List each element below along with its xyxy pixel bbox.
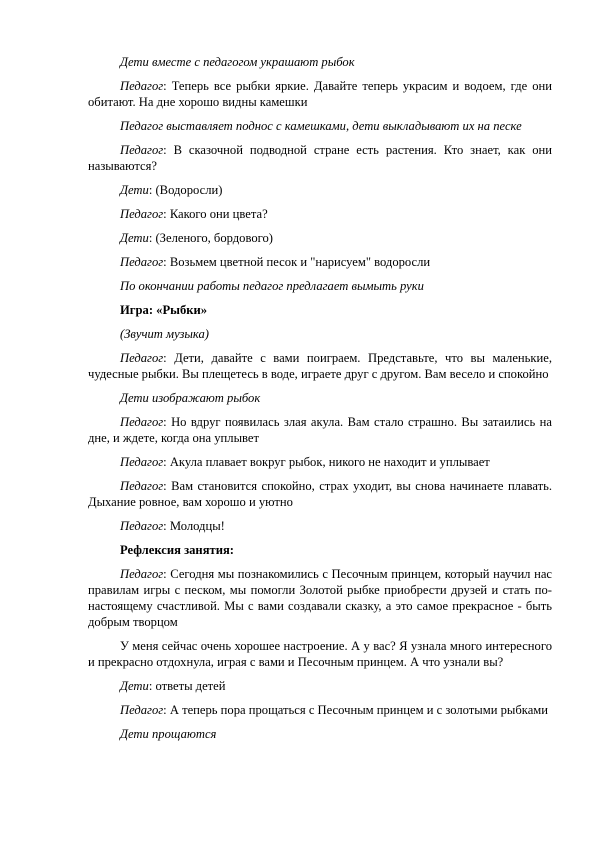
speech-paragraph	[88, 350, 552, 382]
stage-direction: (Звучит музыка)	[120, 327, 210, 341]
speech-paragraph	[88, 254, 552, 270]
speech-paragraph	[88, 478, 552, 510]
speech-text: : А теперь пора прощаться с Песочным принцем и с золотыми рыбками	[163, 703, 549, 717]
speech-paragraph	[88, 454, 552, 470]
stage-direction: Дети вместе с педагогом украшают рыбок	[120, 55, 355, 69]
speech-paragraph	[88, 230, 552, 246]
speaker-label: Дети	[120, 679, 149, 693]
speaker-label: Педагог	[120, 207, 164, 221]
speaker-label: Дети	[120, 231, 149, 245]
speech-text: : Но вдруг появилась злая акула. Вам стало страшно. Вы затаились на дне, и ждете, когда она уплывет	[88, 415, 552, 445]
speech-text: : Сегодня мы познакомились с Песочным принцем, который научил нас правилам игры с песком, мы помогли Золотой рыбке приобрести друзей и стать по-настоящему счастливой. Мы с вами создавали сказку, а это самое прекрасное - быть добрым творцом	[88, 567, 552, 629]
speech-text: : (Зеленого, бордового)	[148, 231, 273, 245]
speech-text: : Молодцы!	[163, 519, 225, 533]
speech-paragraph	[88, 702, 552, 718]
speech-text: : ответы детей	[148, 679, 226, 693]
speech-paragraph	[88, 182, 552, 198]
speech-text: : Дети, давайте с вами поиграем. Представьте, что вы маленькие, чудесные рыбки. Вы плещетесь в воде, играете друг с другом. Вам весело и спокойно	[88, 351, 552, 381]
stage-direction: Дети изображают рыбок	[120, 391, 261, 405]
stage-direction: Педагог выставляет поднос с камешками, дети выкладывают их на песке	[120, 119, 522, 133]
plain-paragraph: У меня сейчас очень хорошее настроение. А у вас? Я узнала много интересного и прекрасно отдохнула, играя с вами и Песочным принцем. А что узнали вы?	[88, 639, 552, 669]
speech-text: : Теперь все рыбки яркие. Давайте теперь украсим и водоем, где они обитают. На дне хорошо видны камешки	[88, 79, 552, 109]
speaker-label: Педагог	[120, 143, 164, 157]
speech-paragraph	[88, 414, 552, 446]
speaker-label: Педагог	[120, 255, 164, 269]
speech-paragraph	[88, 206, 552, 222]
speaker-label: Педагог	[120, 455, 164, 469]
speech-paragraph	[88, 78, 552, 110]
speaker-label: Педагог	[120, 567, 164, 581]
speech-paragraph	[88, 518, 552, 534]
speech-text: : Вам становится спокойно, страх уходит, вы снова начинаете плавать. Дыхание ровное, вам хорошо и уютно	[88, 479, 552, 509]
speaker-label: Педагог	[120, 351, 164, 365]
section-heading-game: Игра: «Рыбки»	[120, 303, 208, 317]
speech-paragraph	[88, 678, 552, 694]
speaker-label: Педагог	[120, 79, 164, 93]
speech-text: : Акула плавает вокруг рыбок, никого не находит и уплывает	[163, 455, 490, 469]
speech-text: : (Водоросли)	[148, 183, 223, 197]
speaker-label: Дети	[120, 183, 149, 197]
document-page	[88, 54, 552, 750]
section-heading-reflection: Рефлексия занятия:	[120, 543, 234, 557]
speaker-label: Педагог	[120, 479, 164, 493]
speech-paragraph	[88, 566, 552, 630]
speech-text: : Возьмем цветной песок и "нарисуем" водоросли	[163, 255, 431, 269]
stage-direction: По окончании работы педагог предлагает вымыть руки	[120, 279, 424, 293]
stage-direction: Дети прощаются	[120, 727, 217, 741]
speaker-label: Педагог	[120, 703, 164, 717]
speaker-label: Педагог	[120, 519, 164, 533]
speech-text: : В сказочной подводной стране есть растения. Кто знает, как они называются?	[88, 143, 552, 173]
speaker-label: Педагог	[120, 415, 164, 429]
speech-paragraph	[88, 142, 552, 174]
speech-text: : Какого они цвета?	[163, 207, 268, 221]
